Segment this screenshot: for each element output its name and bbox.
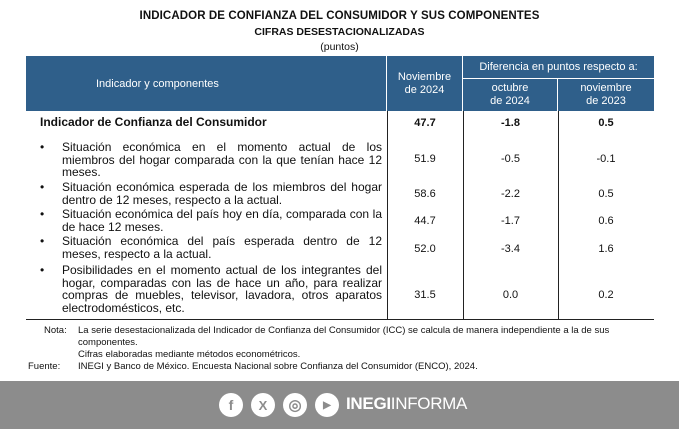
header-nov-2024-line2: de 2024 <box>404 83 445 96</box>
row-label: Situación económica del país esperada dentro de 12 meses, respecto a la actual. <box>62 234 382 261</box>
header-oct-line2: de 2024 <box>490 95 530 107</box>
row-diff-nov: 0.2 <box>598 289 614 301</box>
row-value: 44.7 <box>414 215 436 227</box>
table-row <box>26 208 654 235</box>
table-row <box>26 141 654 181</box>
row-diff-oct: -3.4 <box>501 243 520 255</box>
bullet-icon: • <box>40 207 45 221</box>
row-value: 58.6 <box>414 188 436 200</box>
row-diff-nov: 0.6 <box>598 215 614 227</box>
header-indicator: Indicador y componentes <box>26 56 387 111</box>
row-diff-nov: 0.5 <box>598 117 614 129</box>
row-diff-nov: 1.6 <box>598 243 614 255</box>
row-diff-oct: -2.2 <box>501 188 520 200</box>
brand-light: INFORMA <box>390 394 468 413</box>
row-diff-oct: -1.7 <box>501 215 520 227</box>
table-title: INDICADOR DE CONFIANZA DEL CONSUMIDOR Y SUS COMPONENTES <box>139 10 540 22</box>
brand-logo[interactable] <box>346 394 467 414</box>
row-value: 52.0 <box>414 243 436 255</box>
header-nov-2023 <box>558 79 654 111</box>
row-label: Situación económica esperada de los miembros del hogar dentro de 12 meses, respecto a la actual. <box>62 180 382 207</box>
row-diff-oct: -1.8 <box>501 117 520 129</box>
bullet-icon: • <box>40 180 45 194</box>
row-value: 47.7 <box>414 117 436 129</box>
row-label: Situación económica en el momento actual de los miembros del hogar comparada con la que tenían hace 12 meses. <box>62 140 382 180</box>
youtube-icon[interactable]: ▶ <box>315 393 339 417</box>
table-header <box>26 56 654 111</box>
row-diff-oct: -0.5 <box>501 153 520 165</box>
facebook-icon[interactable]: f <box>219 393 243 417</box>
note-label: Nota: <box>44 325 67 336</box>
table-row <box>26 264 654 318</box>
bullet-icon: • <box>40 234 45 248</box>
data-table <box>26 56 654 320</box>
header-oct-2024 <box>463 79 558 111</box>
header-nov-2024 <box>387 56 463 111</box>
header-difference: Diferencia en puntos respecto a: <box>463 56 654 79</box>
table-row-main <box>26 114 654 134</box>
source-label: Fuente: <box>28 361 61 372</box>
row-value: 51.9 <box>414 153 436 165</box>
table-subtitle: CIFRAS DESESTACIONALIZADAS <box>254 26 425 38</box>
note-text-2: Cifras elaboradas mediante métodos econométricos. <box>78 349 301 360</box>
header-nov23-line2: de 2023 <box>586 95 626 107</box>
row-label: Situación económica del país hoy en día, comparada con la de hace 12 meses. <box>62 207 382 234</box>
table-units: (puntos) <box>320 41 359 53</box>
footer-bar <box>0 381 679 429</box>
source-text: INEGI y Banco de México. Encuesta Nacional sobre Confianza del Consumidor (ENCO), 2024. <box>78 361 478 372</box>
row-diff-oct: 0.0 <box>502 289 519 301</box>
table-row <box>26 181 654 208</box>
header-oct-line1: octubre <box>491 82 529 94</box>
brand-bold: INEGI <box>346 394 391 413</box>
header-nov23-line1: noviembre <box>580 82 632 94</box>
header-nov-2024-line1: Noviembre <box>397 70 452 83</box>
note-text: La serie desestacionalizada del Indicador de Confianza del Consumidor (ICC) se calcula de manera independiente a la de sus componentes. <box>78 325 610 348</box>
x-twitter-icon[interactable]: X <box>251 393 275 417</box>
table-row <box>26 235 654 262</box>
row-value: 31.5 <box>414 289 436 301</box>
row-diff-nov: -0.1 <box>596 153 616 165</box>
bullet-icon: • <box>40 263 45 277</box>
row-diff-nov: 0.5 <box>598 188 614 200</box>
row-label: Indicador de Confianza del Consumidor <box>40 115 267 129</box>
bullet-icon: • <box>40 140 45 154</box>
row-label: Posibilidades en el momento actual de los integrantes del hogar, comparadas con las de hace un año, para realizar compras de muebles, televisor, lavadora, otros aparatos electrodomésticos, etc. <box>62 263 382 315</box>
instagram-icon[interactable]: ◎ <box>283 393 307 417</box>
